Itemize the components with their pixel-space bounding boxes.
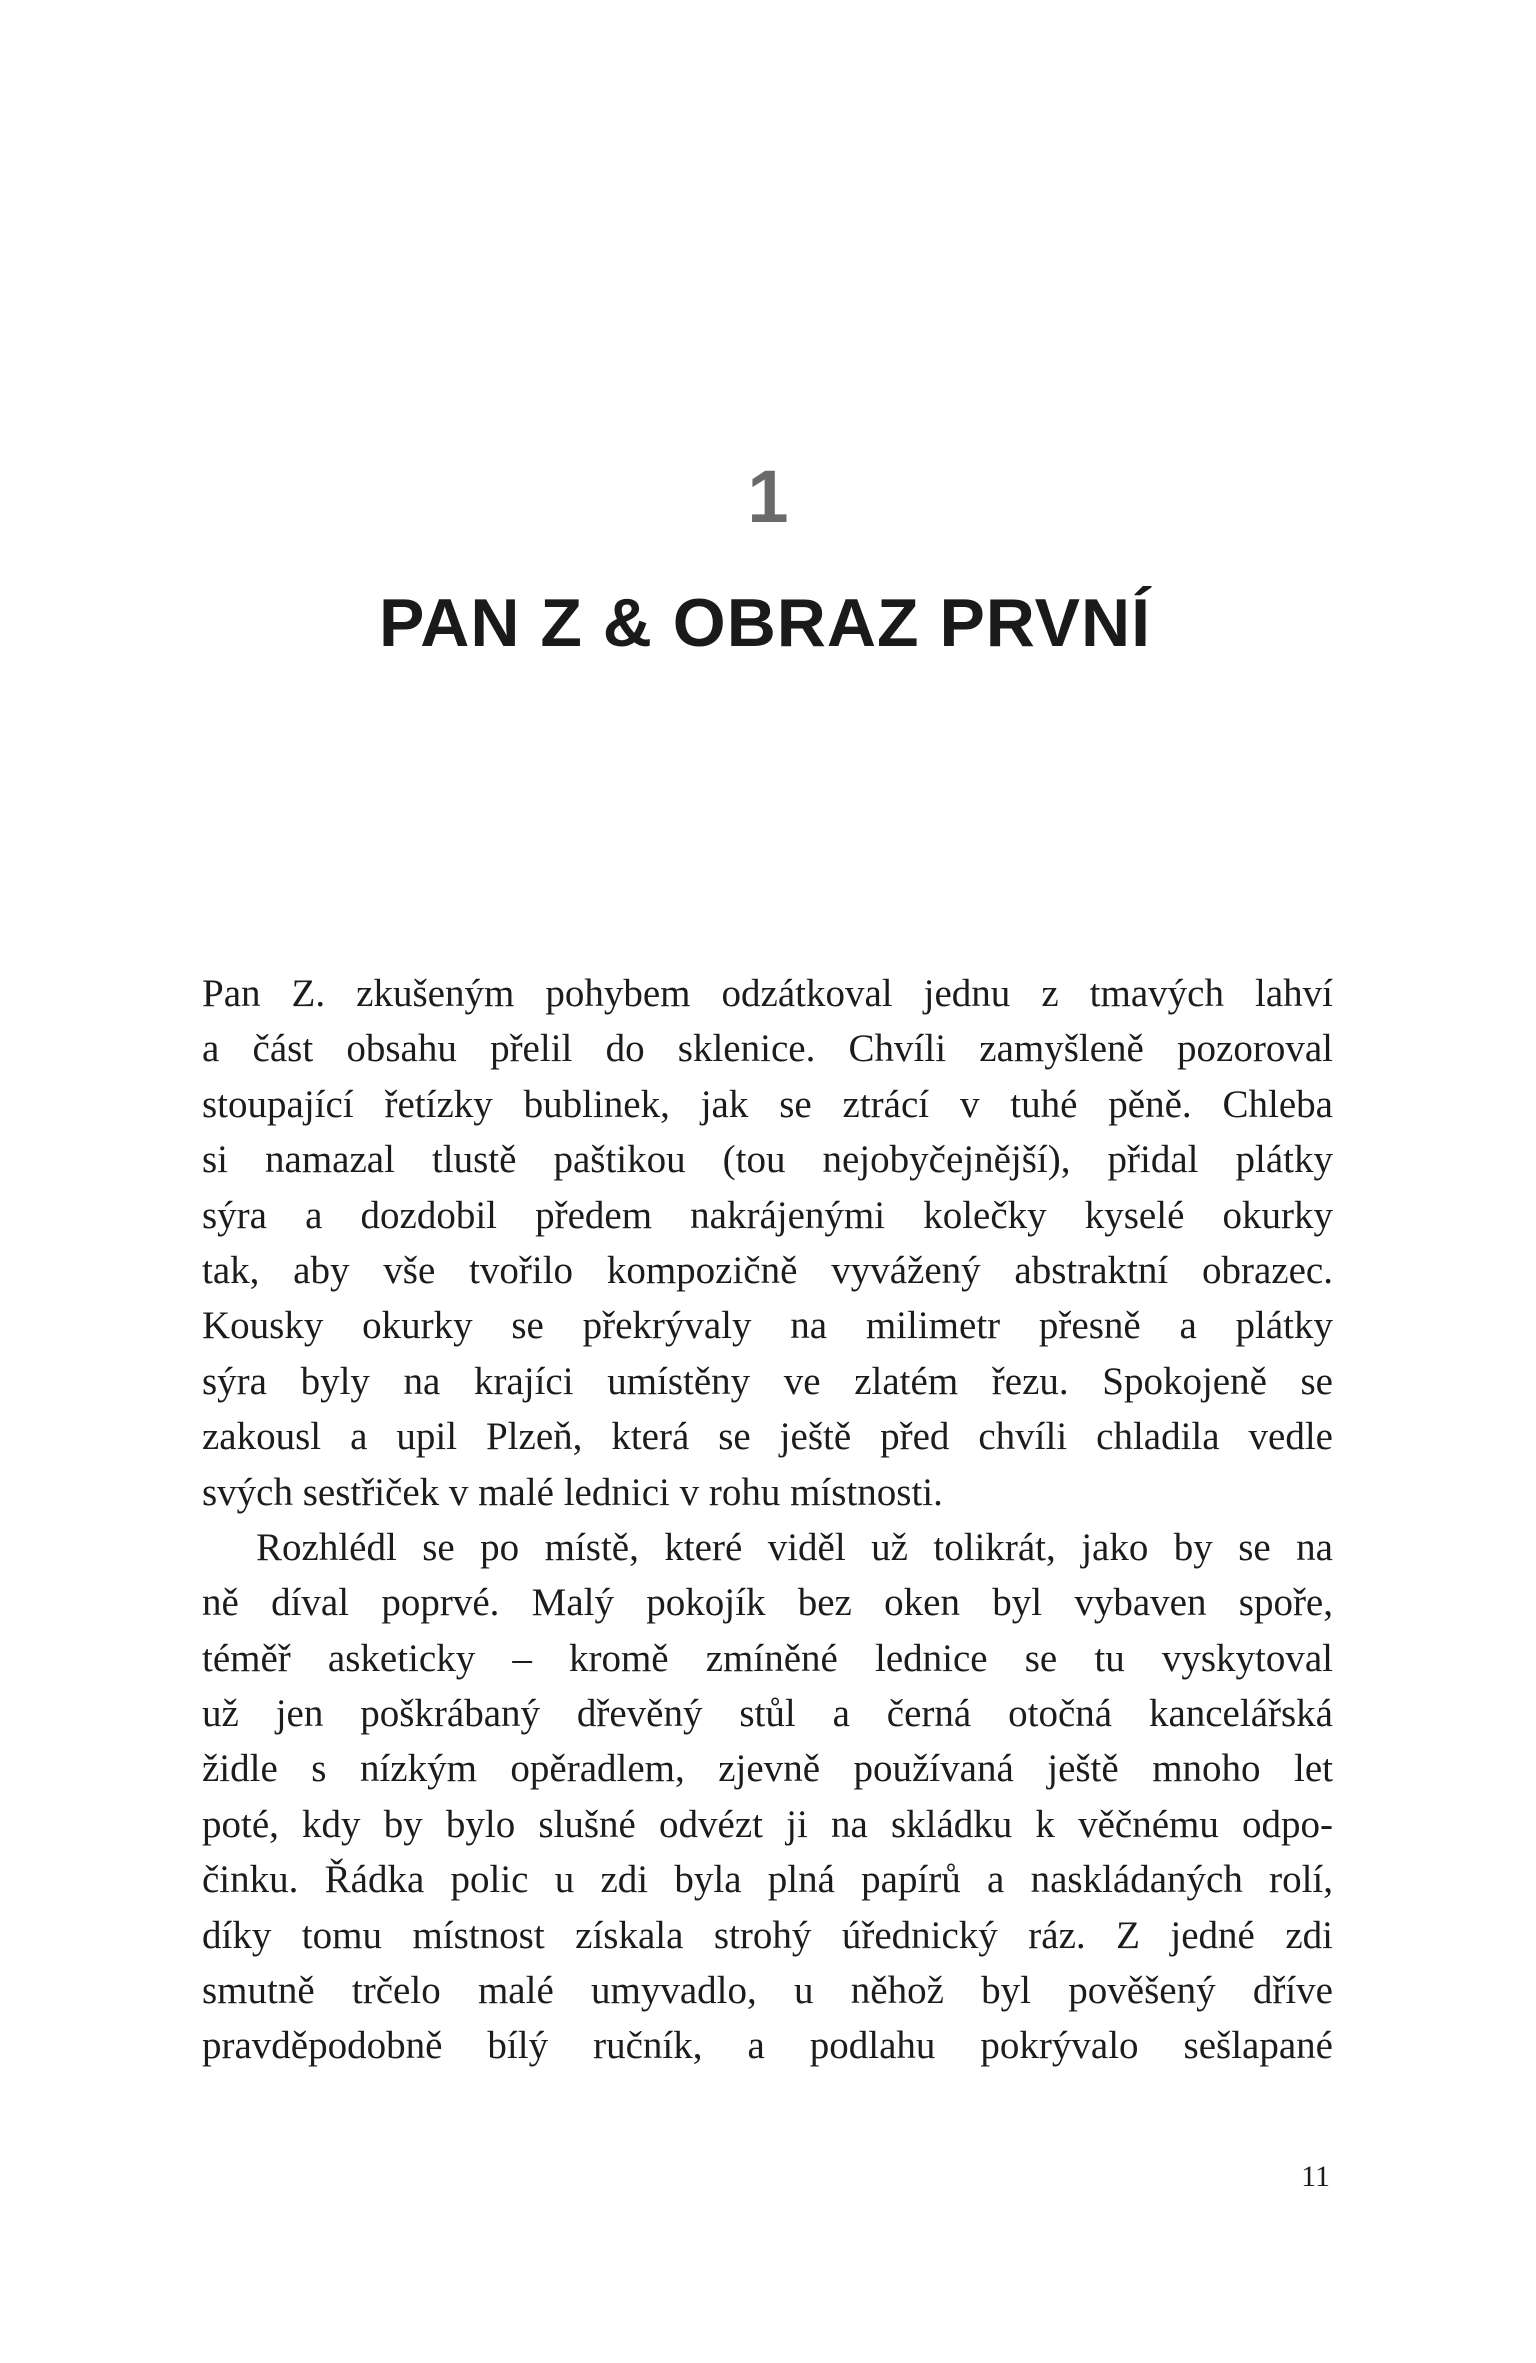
text-line: tak, aby vše tvořilo kompozičně vyvážený abstraktní obrazec. (202, 1248, 1333, 1292)
text-line: si namazal tlustě paštikou (tou nejobyčejnější), přidal plátky (202, 1138, 1333, 1182)
text-line: zakousl a upil Plzeň, která se ještě před chvíli chladila vedle (202, 1415, 1333, 1459)
text-line: a část obsahu přelil do sklenice. Chvíli zamyšleně pozoroval (202, 1027, 1333, 1071)
text-line: pravděpodobně bílý ručník, a podlahu pokrývalo sešlapané (202, 2024, 1333, 2068)
text-line: Pan Z. zkušeným pohybem odzátkoval jednu z tmavých lahví (202, 972, 1333, 1015)
text-line: stoupající řetízky bublinek, jak se ztrácí v tuhé pěně. Chleba (202, 1082, 1333, 1126)
paragraph (202, 1520, 1333, 2074)
body-text (202, 966, 1333, 2074)
text-line: Kousky okurky se překrývaly na milimetr přesně a plátky (202, 1304, 1333, 1348)
text-line: poté, kdy by bylo slušné odvézt ji na skládku k věčnému odpo- (202, 1802, 1333, 1846)
text-line: díky tomu místnost získala strohý úřednický ráz. Z jedné zdi (202, 1913, 1333, 1957)
text-line: židle s nízkým opěradlem, zjevně používaná ještě mnoho let (202, 1747, 1333, 1791)
text-line: téměř asketicky – kromě zmíněné lednice se tu vyskytoval (202, 1636, 1333, 1680)
paragraph (202, 966, 1333, 1520)
text-line: smutně trčelo malé umyvadlo, u něhož byl pověšený dříve (202, 1969, 1333, 2013)
text-line: činku. Řádka polic u zdi byla plná papírů a naskládaných rolí, (202, 1858, 1333, 1902)
text-line: Rozhlédl se po místě, které viděl už tolikrát, jako by se na (256, 1525, 1333, 1569)
text-line: sýra a dozdobil předem nakrájenými kolečky kyselé okurky (202, 1193, 1333, 1237)
text-line: sýra byly na krajíci umístěny ve zlatém řezu. Spokojeně se (202, 1359, 1333, 1403)
page-number: 11 (1301, 2160, 1330, 2193)
chapter-number: 1 (747, 455, 789, 538)
chapter-title: PAN Z & OBRAZ PRVNÍ (378, 585, 1152, 661)
text-line: už jen poškrábaný dřevěný stůl a černá otočná kancelářská (202, 1692, 1333, 1736)
text-line: svých sestřiček v malé lednici v rohu místnosti. (202, 1470, 943, 1514)
text-line: ně díval poprvé. Malý pokojík bez oken byl vybaven spoře, (202, 1581, 1333, 1625)
